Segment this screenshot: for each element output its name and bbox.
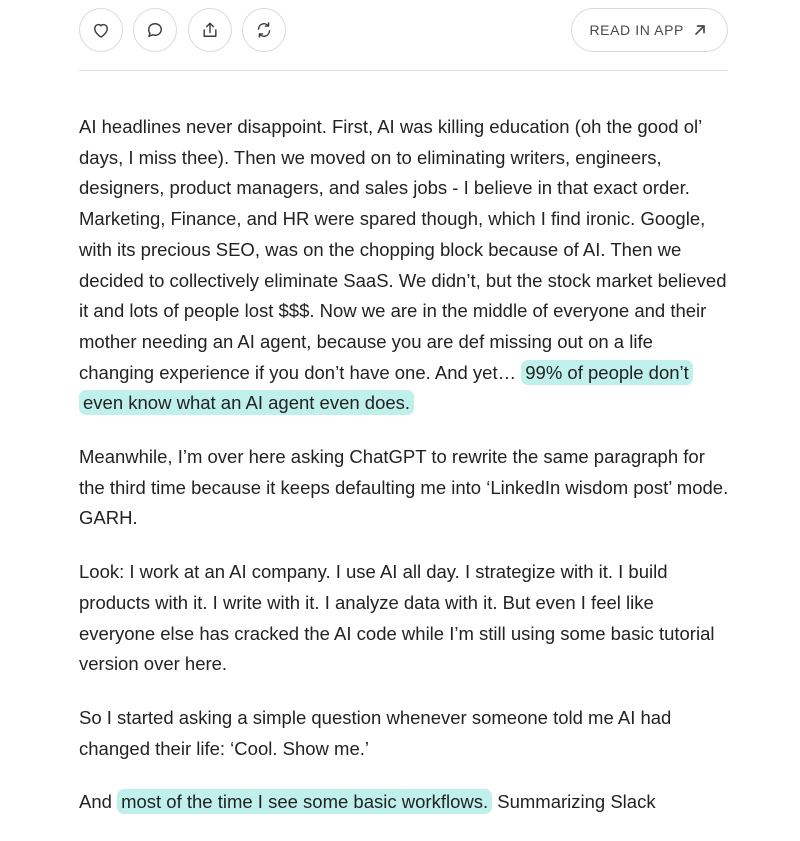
restack-icon — [254, 20, 274, 40]
toolbar-divider — [79, 70, 728, 71]
paragraph-text: And — [79, 791, 118, 813]
post-action-toolbar — [79, 8, 728, 52]
article-paragraph-4: So I started asking a simple question whenever someone told me AI had changed their life: ‘Cool. Show me.’ — [79, 706, 672, 759]
share-button[interactable] — [188, 8, 232, 52]
article-paragraph-3: Look: I work at an AI company. I use AI all day. I strategize with it. I build products with it. I write with it. I analyze data with it. But even I feel like everyone else has cracked the AI code while I’m still using some basic tutorial version over here. — [79, 561, 715, 675]
article-paragraph-5 — [79, 787, 731, 818]
like-button[interactable] — [79, 8, 123, 52]
restack-button[interactable] — [242, 8, 286, 52]
article-body — [79, 112, 731, 841]
highlighted-text[interactable]: 99% of people don’t even know what an AI agent even does. — [79, 360, 693, 416]
paragraph-text: AI headlines never disappoint. First, AI was killing education (oh the good ol’ days, I miss thee). Then we moved on to eliminating writers, engineers, designers, product managers, and sales jobs - I believe in that exact order. Marketing, Finance, and HR were spared though, which I find ironic. Google, with its precious SEO, was on the chopping block because of AI. Then we decided to collectively eliminate SaaS. We didn’t, but the stock market believed it and lots of people lost $$$. Now we are in the middle of everyone and their mother needing an AI agent, because you are def missing out on a life changing experience if you don’t have one. And yet… — [79, 116, 727, 383]
highlighted-text[interactable]: most of the time I see some basic workflows. — [117, 789, 492, 814]
read-in-app-button[interactable] — [571, 8, 728, 52]
paragraph-text: Summarizing Slack — [492, 791, 656, 813]
share-icon — [200, 20, 220, 40]
heart-icon — [91, 20, 111, 40]
article-paragraph-1 — [79, 112, 731, 419]
read-in-app-label: READ IN APP — [589, 22, 684, 38]
comment-icon — [145, 20, 165, 40]
comment-button[interactable] — [133, 8, 177, 52]
article-paragraph-2: Meanwhile, I’m over here asking ChatGPT to rewrite the same paragraph for the third time because it keeps defaulting me into ‘LinkedIn wisdom post’ mode. GARH. — [79, 446, 729, 529]
arrow-up-right-icon — [693, 23, 707, 37]
